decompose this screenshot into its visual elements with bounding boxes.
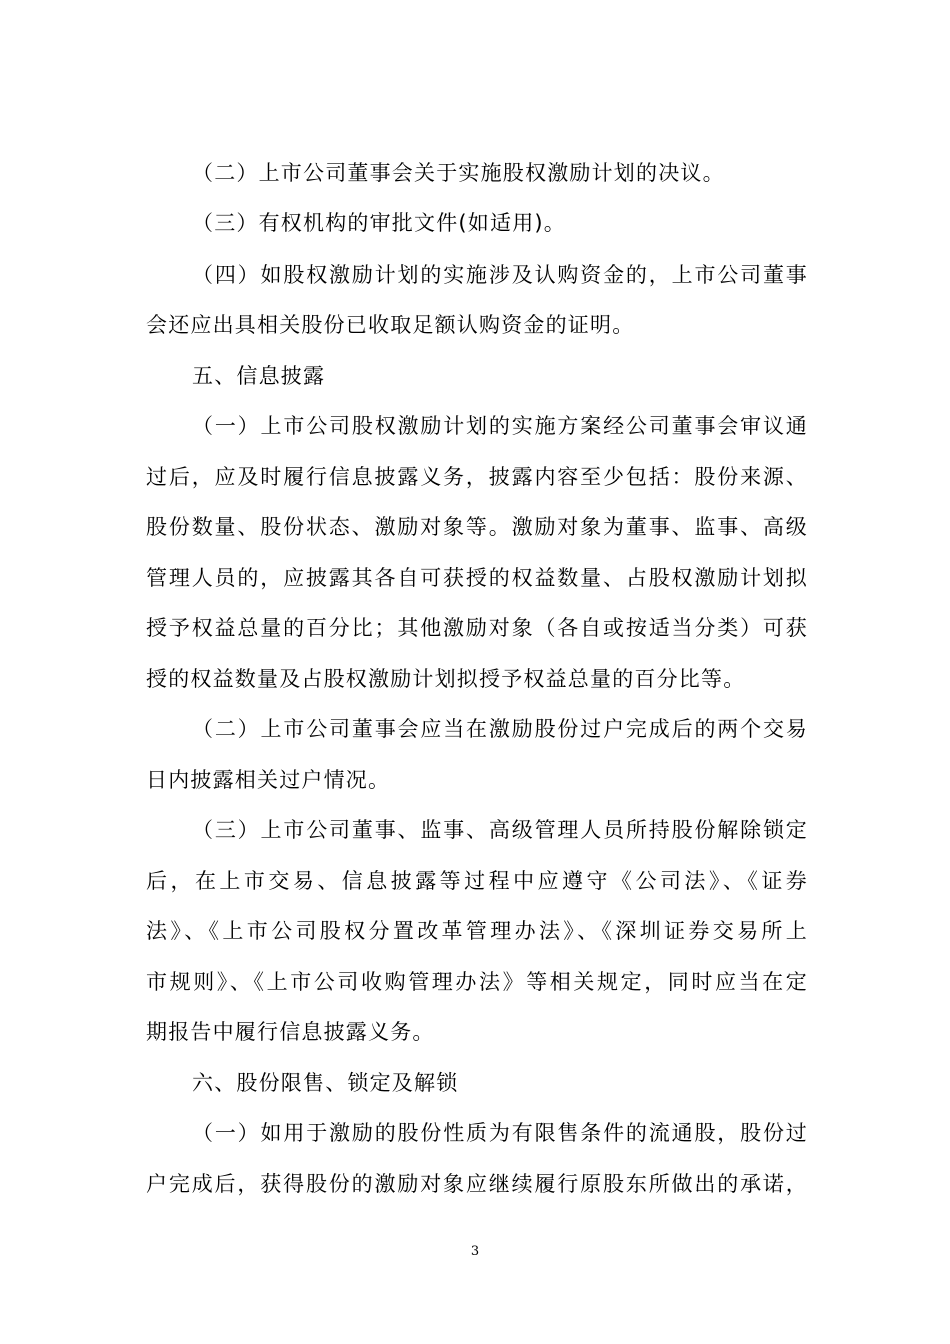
disclosure-item-3-line-3: 法》、《上市公司股权分置改革管理办法》、《深圳证券交易所上 — [146, 919, 808, 943]
paragraph-item-2-board-resolution: （二）上市公司董事会关于实施股权激励计划的决议。 — [192, 161, 725, 185]
lockup-item-1-line-2: 户完成后，获得股份的激励对象应继续履行原股东所做出的承诺， — [146, 1172, 808, 1196]
disclosure-item-1-line-4: 管理人员的，应披露其各自可获授的权益数量、占股权激励计划拟 — [146, 566, 808, 590]
disclosure-item-1-line-6: 授的权益数量及占股权激励计划拟授予权益总量的百分比等。 — [146, 667, 746, 691]
disclosure-item-3-line-2: 后，在上市交易、信息披露等过程中应遵守《公司法》、《证券 — [146, 869, 808, 893]
section-heading-lockup: 六、股份限售、锁定及解锁 — [192, 1071, 459, 1095]
paragraph-item-3-approval-documents: （三）有权机构的审批文件(如适用)。 — [192, 211, 566, 235]
paragraph-item-4-line-1: （四）如股权激励计划的实施涉及认购资金的，上市公司董事 — [192, 263, 808, 287]
disclosure-item-3-line-4: 市规则》、《上市公司收购管理办法》等相关规定，同时应当在定 — [146, 970, 808, 994]
page-number: 3 — [470, 1244, 480, 1259]
disclosure-item-2-line-1: （二）上市公司董事会应当在激励股份过户完成后的两个交易 — [192, 717, 808, 741]
disclosure-item-1-line-3: 股份数量、股份状态、激励对象等。激励对象为董事、监事、高级 — [146, 515, 808, 539]
disclosure-item-1-line-5: 授予权益总量的百分比；其他激励对象（各自或按适当分类）可获 — [146, 616, 808, 640]
disclosure-item-3-line-5: 期报告中履行信息披露义务。 — [146, 1020, 435, 1044]
paragraph-item-4-line-2: 会还应出具相关股份已收取足额认购资金的证明。 — [146, 313, 635, 337]
section-heading-disclosure: 五、信息披露 — [192, 364, 326, 388]
disclosure-item-1-line-1: （一）上市公司股权激励计划的实施方案经公司董事会审议通 — [192, 414, 808, 438]
disclosure-item-3-line-1: （三）上市公司董事、监事、高级管理人员所持股份解除锁定 — [192, 818, 808, 842]
lockup-item-1-line-1: （一）如用于激励的股份性质为有限售条件的流通股，股份过 — [192, 1121, 808, 1145]
disclosure-item-1-line-2: 过后，应及时履行信息披露义务，披露内容至少包括：股份来源、 — [146, 465, 808, 489]
disclosure-item-2-line-2: 日内披露相关过户情况。 — [146, 768, 391, 792]
